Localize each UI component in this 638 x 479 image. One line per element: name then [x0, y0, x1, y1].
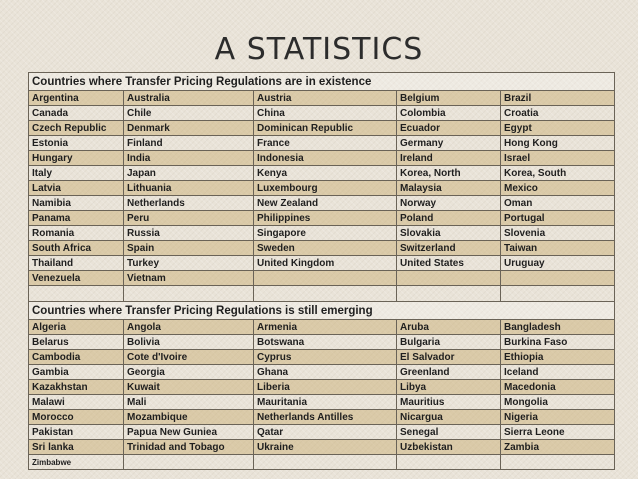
section-heading: Countries where Transfer Pricing Regulations is still emerging — [29, 302, 615, 320]
country-cell: Armenia — [254, 320, 397, 335]
country-cell: Singapore — [254, 226, 397, 241]
country-cell: Dominican Republic — [254, 121, 397, 136]
country-cell: Canada — [29, 106, 124, 121]
country-cell: Senegal — [397, 425, 501, 440]
country-cell: Hungary — [29, 151, 124, 166]
table-row — [29, 271, 615, 286]
table-row — [29, 196, 615, 211]
country-cell: Ecuador — [397, 121, 501, 136]
country-cell: Belgium — [397, 91, 501, 106]
country-cell: Vietnam — [124, 271, 254, 286]
country-cell: Estonia — [29, 136, 124, 151]
table-row — [29, 335, 615, 350]
country-cell: Latvia — [29, 181, 124, 196]
country-cell: Portugal — [501, 211, 615, 226]
country-cell: Hong Kong — [501, 136, 615, 151]
country-cell: Trinidad and Tobago — [124, 440, 254, 455]
table-row — [29, 106, 615, 121]
country-cell: Taiwan — [501, 241, 615, 256]
country-cell: Switzerland — [397, 241, 501, 256]
country-cell: Cambodia — [29, 350, 124, 365]
country-cell: Slovakia — [397, 226, 501, 241]
country-cell: Czech Republic — [29, 121, 124, 136]
section-heading-row — [29, 302, 615, 320]
country-cell: Ukraine — [254, 440, 397, 455]
country-cell: Iceland — [501, 365, 615, 380]
country-cell: Kenya — [254, 166, 397, 181]
country-cell: Argentina — [29, 91, 124, 106]
country-cell — [501, 271, 615, 286]
country-cell: Ghana — [254, 365, 397, 380]
country-cell: Austria — [254, 91, 397, 106]
table-row — [29, 211, 615, 226]
country-cell: Mozambique — [124, 410, 254, 425]
country-cell: China — [254, 106, 397, 121]
country-cell: Ethiopia — [501, 350, 615, 365]
spacer-row — [29, 286, 615, 302]
table-row — [29, 136, 615, 151]
table-row — [29, 121, 615, 136]
country-cell — [397, 271, 501, 286]
country-cell: Bolivia — [124, 335, 254, 350]
country-cell: India — [124, 151, 254, 166]
country-cell: Italy — [29, 166, 124, 181]
country-cell: Thailand — [29, 256, 124, 271]
country-cell: New Zealand — [254, 196, 397, 211]
country-cell — [501, 455, 615, 470]
country-cell: Norway — [397, 196, 501, 211]
table-row — [29, 181, 615, 196]
country-cell: Slovenia — [501, 226, 615, 241]
section-heading-row — [29, 73, 615, 91]
country-cell: Finland — [124, 136, 254, 151]
country-cell: Germany — [397, 136, 501, 151]
country-cell: Zimbabwe — [29, 455, 124, 470]
country-cell: Cote d'Ivoire — [124, 350, 254, 365]
country-cell: Egypt — [501, 121, 615, 136]
table-row — [29, 226, 615, 241]
country-cell: Georgia — [124, 365, 254, 380]
country-cell: Libya — [397, 380, 501, 395]
country-cell: Algeria — [29, 320, 124, 335]
country-cell: Malawi — [29, 395, 124, 410]
country-cell: Denmark — [124, 121, 254, 136]
country-cell: Korea, South — [501, 166, 615, 181]
table-row — [29, 241, 615, 256]
country-cell: Sierra Leone — [501, 425, 615, 440]
country-cell: Bangladesh — [501, 320, 615, 335]
country-cell: Liberia — [254, 380, 397, 395]
country-cell: Macedonia — [501, 380, 615, 395]
country-cell: Gambia — [29, 365, 124, 380]
country-cell: Turkey — [124, 256, 254, 271]
country-cell: Uzbekistan — [397, 440, 501, 455]
country-cell: Uruguay — [501, 256, 615, 271]
country-cell: Indonesia — [254, 151, 397, 166]
country-cell: Kazakhstan — [29, 380, 124, 395]
country-cell: Kuwait — [124, 380, 254, 395]
country-cell: Chile — [124, 106, 254, 121]
table-row — [29, 166, 615, 181]
country-cell: United Kingdom — [254, 256, 397, 271]
country-cell: Cyprus — [254, 350, 397, 365]
table-row — [29, 365, 615, 380]
country-cell: Korea, North — [397, 166, 501, 181]
country-cell: Romania — [29, 226, 124, 241]
country-cell: Netherlands Antilles — [254, 410, 397, 425]
country-cell: United States — [397, 256, 501, 271]
country-cell: Angola — [124, 320, 254, 335]
country-cell: Zambia — [501, 440, 615, 455]
country-cell: Morocco — [29, 410, 124, 425]
table-row — [29, 380, 615, 395]
country-cell: Belarus — [29, 335, 124, 350]
country-cell: Spain — [124, 241, 254, 256]
country-cell: El Salvador — [397, 350, 501, 365]
table-row — [29, 440, 615, 455]
page-title: A STATISTICS — [214, 32, 424, 67]
empty-cell — [254, 286, 397, 302]
country-cell: Ireland — [397, 151, 501, 166]
country-cell: Philippines — [254, 211, 397, 226]
empty-cell — [397, 286, 501, 302]
country-cell: Bulgaria — [397, 335, 501, 350]
country-cell: Australia — [124, 91, 254, 106]
country-cell: Nigeria — [501, 410, 615, 425]
country-cell: Qatar — [254, 425, 397, 440]
country-cell: Namibia — [29, 196, 124, 211]
country-cell — [254, 271, 397, 286]
country-cell: Greenland — [397, 365, 501, 380]
country-cell: Mali — [124, 395, 254, 410]
country-cell: Panama — [29, 211, 124, 226]
country-cell: Mauritania — [254, 395, 397, 410]
table-row — [29, 256, 615, 271]
country-cell: Burkina Faso — [501, 335, 615, 350]
country-cell: Sweden — [254, 241, 397, 256]
empty-cell — [501, 286, 615, 302]
country-cell: Mongolia — [501, 395, 615, 410]
table-row — [29, 151, 615, 166]
country-cell — [397, 455, 501, 470]
table-row — [29, 455, 615, 470]
country-cell: Venezuela — [29, 271, 124, 286]
country-cell: Japan — [124, 166, 254, 181]
section-heading: Countries where Transfer Pricing Regulations are in existence — [29, 73, 615, 91]
table-row — [29, 350, 615, 365]
table-row — [29, 395, 615, 410]
country-cell: Colombia — [397, 106, 501, 121]
countries-table — [28, 72, 615, 470]
country-cell: Netherlands — [124, 196, 254, 211]
table-row — [29, 320, 615, 335]
country-cell: Botswana — [254, 335, 397, 350]
country-cell: Israel — [501, 151, 615, 166]
country-cell: Poland — [397, 211, 501, 226]
country-cell: Peru — [124, 211, 254, 226]
country-cell: Russia — [124, 226, 254, 241]
country-cell: Lithuania — [124, 181, 254, 196]
country-cell: Malaysia — [397, 181, 501, 196]
country-cell: Mauritius — [397, 395, 501, 410]
country-cell: Pakistan — [29, 425, 124, 440]
table-row — [29, 91, 615, 106]
country-cell: Aruba — [397, 320, 501, 335]
country-cell: Mexico — [501, 181, 615, 196]
empty-cell — [29, 286, 124, 302]
table-row — [29, 425, 615, 440]
country-cell — [254, 455, 397, 470]
table-row — [29, 410, 615, 425]
country-cell: Brazil — [501, 91, 615, 106]
country-cell: Oman — [501, 196, 615, 211]
empty-cell — [124, 286, 254, 302]
country-cell: Sri lanka — [29, 440, 124, 455]
country-cell: France — [254, 136, 397, 151]
country-cell: Papua New Guniea — [124, 425, 254, 440]
country-cell: Nicargua — [397, 410, 501, 425]
country-cell: South Africa — [29, 241, 124, 256]
country-cell — [124, 455, 254, 470]
country-cell: Croatia — [501, 106, 615, 121]
country-cell: Luxembourg — [254, 181, 397, 196]
